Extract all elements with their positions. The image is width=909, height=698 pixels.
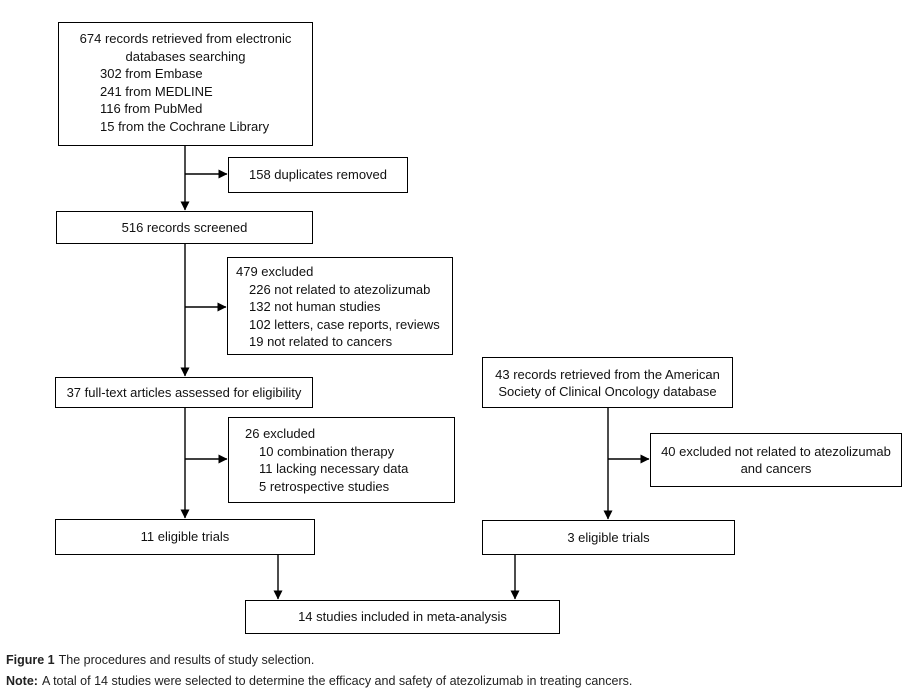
duplicates-removed-label: 158 duplicates removed bbox=[248, 167, 388, 183]
caption-text: The procedures and results of study selection. bbox=[58, 653, 315, 667]
source-cochrane: 15 from the Cochrane Library bbox=[100, 118, 270, 134]
excluded-not-human: 132 not human studies bbox=[249, 299, 381, 314]
fulltext-assessed-label: 37 full-text articles assessed for eligibility bbox=[66, 384, 302, 400]
note-label: Note: bbox=[6, 674, 38, 688]
records-retrieved-line2: databases searching bbox=[125, 48, 246, 64]
screening-excluded-title: 479 excluded bbox=[236, 264, 314, 279]
excluded-retrospective: 5 retrospective studies bbox=[259, 478, 390, 494]
asco-records-label: 43 records retrieved from the American Society of Clinical Oncology database bbox=[495, 366, 720, 399]
excluded-combination-therapy: 10 combination therapy bbox=[259, 443, 395, 459]
box-fulltext-assessed bbox=[55, 377, 313, 408]
box-records-retrieved bbox=[58, 22, 313, 146]
asco-excluded-label: 40 excluded not related to atezolizumab and cancers bbox=[661, 444, 891, 476]
box-asco-records bbox=[482, 357, 733, 408]
eligible-trials-left-label: 11 eligible trials bbox=[140, 529, 230, 545]
source-embase: 302 from Embase bbox=[100, 66, 203, 81]
box-asco-excluded bbox=[650, 433, 902, 487]
caption-label: Figure 1 bbox=[6, 653, 55, 667]
note-line bbox=[6, 671, 632, 692]
box-fulltext-excluded bbox=[228, 417, 455, 503]
fulltext-excluded-title: 26 excluded bbox=[245, 426, 316, 441]
eligible-trials-right-label: 3 eligible trials bbox=[567, 529, 650, 545]
source-medline: 241 from MEDLINE bbox=[100, 83, 213, 99]
note-text: A total of 14 studies were selected to determine the efficacy and safety of atezolizumab in treating cancers. bbox=[41, 674, 633, 688]
box-duplicates-removed bbox=[228, 157, 408, 193]
included-studies-label: 14 studies included in meta-analysis bbox=[298, 609, 507, 625]
box-eligible-trials-right bbox=[482, 520, 735, 555]
box-included-studies bbox=[245, 600, 560, 634]
box-eligible-trials-left bbox=[55, 519, 315, 555]
excluded-lacking-data: 11 lacking necessary data bbox=[259, 461, 409, 476]
excluded-not-cancers: 19 not related to cancers bbox=[249, 334, 393, 349]
records-screened-label: 516 records screened bbox=[121, 219, 248, 235]
excluded-not-related-atezolizumab: 226 not related to atezolizumab bbox=[249, 281, 431, 297]
excluded-letters-reports: 102 letters, case reports, reviews bbox=[249, 316, 440, 332]
records-retrieved-line1: 674 records retrieved from electronic bbox=[79, 31, 292, 46]
figure-caption bbox=[6, 650, 632, 692]
box-screening-excluded bbox=[227, 257, 453, 355]
source-pubmed: 116 from PubMed bbox=[100, 101, 203, 116]
box-records-screened bbox=[56, 211, 313, 244]
caption-line bbox=[6, 650, 632, 671]
